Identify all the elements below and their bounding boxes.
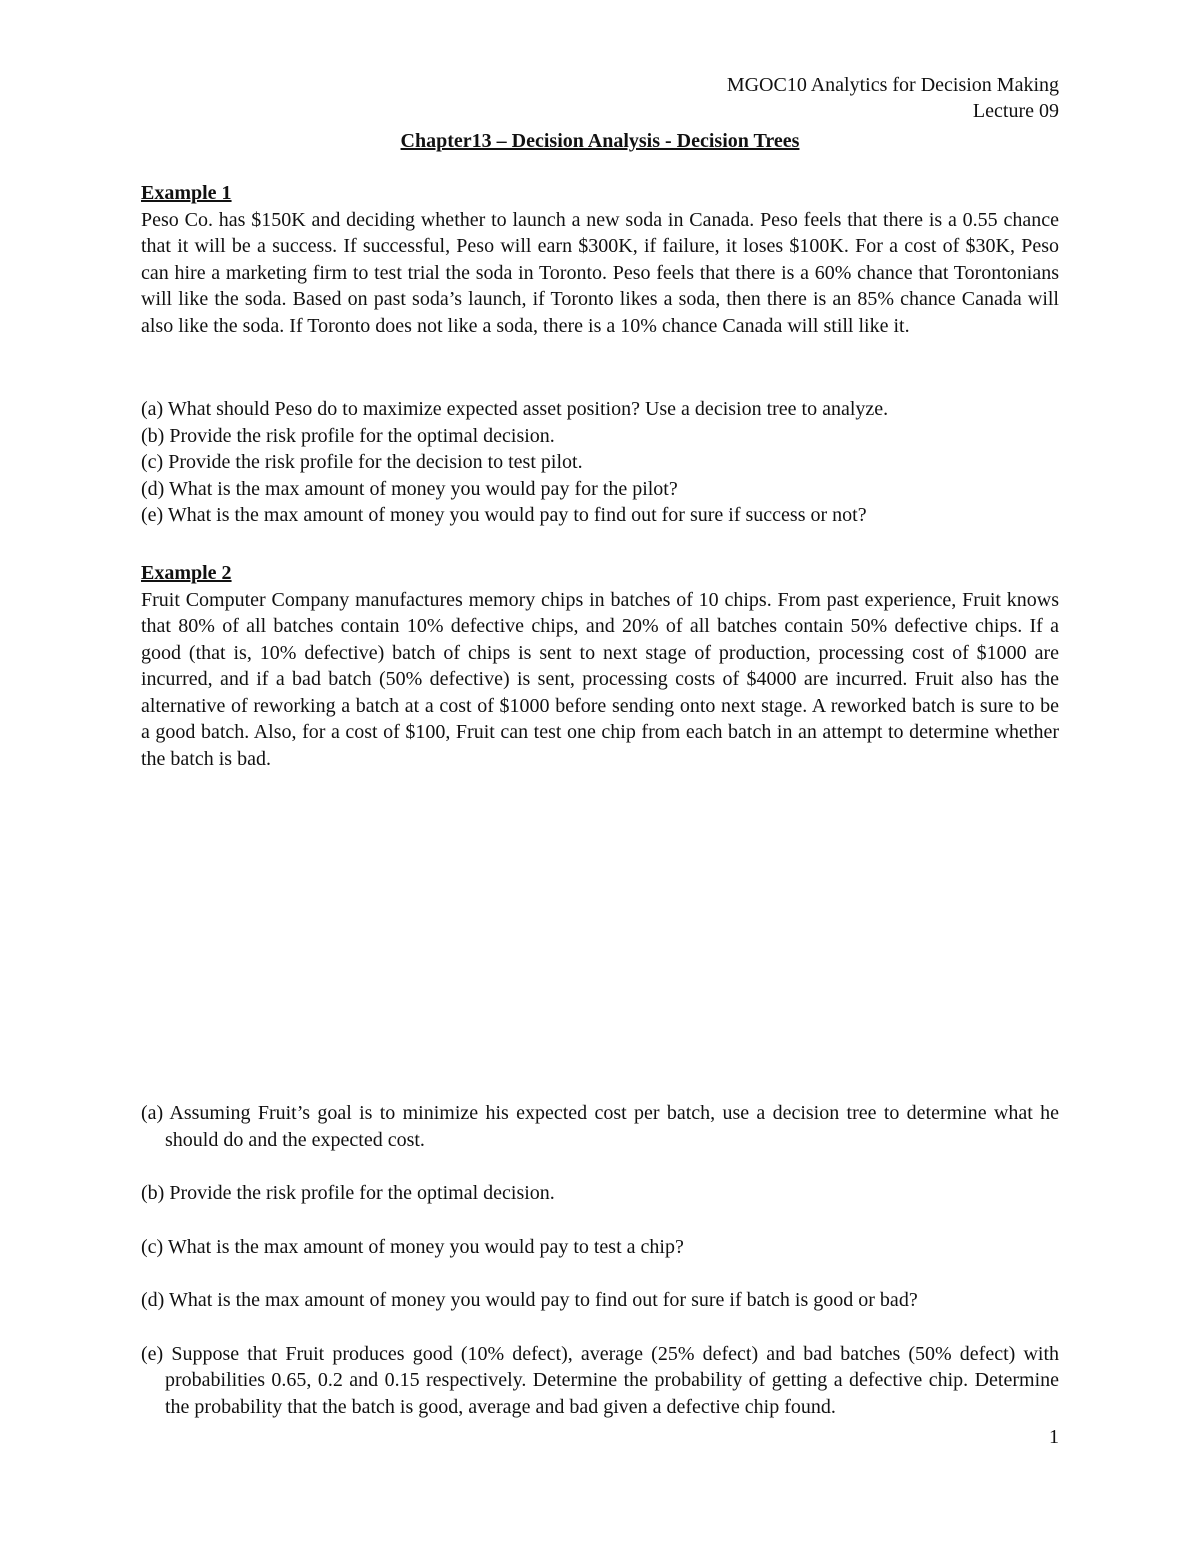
question-item: (d) What is the max amount of money you would pay to find out for sure if batch is good or bad? — [141, 1289, 918, 1311]
chapter-title: Chapter13 – Decision Analysis - Decision Trees — [400, 130, 800, 152]
question-item: (b) Provide the risk profile for the optimal decision. — [141, 424, 555, 447]
example-1-question-list — [141, 396, 1059, 529]
question-item: (d) What is the max amount of money you would pay for the pilot? — [141, 477, 678, 500]
question-item: (b) Provide the risk profile for the optimal decision. — [141, 1182, 555, 1204]
example-2-body: Fruit Computer Company manufactures memory chips in batches of 10 chips. From past experience, Fruit knows that 80% of all batches contain 10% defective chips, and 20% of all batches contain 50% defective chips. If a good (that is, 10% defective) batch of chips is sent to next stage of production, processing cost of $1000 are incurred, and if a bad batch (50% defective) is sent, processing costs of $4000 are incurred. Fruit also has the alternative of reworking a batch at a cost of $1000 before sending onto next stage. A reworked batch is sure to be a good batch. Also, for a cost of $100, Fruit can test one chip from each batch in an attempt to determine whether the batch is bad. — [141, 588, 1059, 770]
example-2-section — [141, 560, 1059, 772]
question-item: (a) What should Peso do to maximize expected asset position? Use a decision tree to analyze. — [141, 398, 889, 420]
example-1-section — [141, 180, 1059, 339]
course-title: MGOC10 Analytics for Decision Making — [726, 74, 1059, 96]
question-item: (e) Suppose that Fruit produces good (10% defect), average (25% defect) and bad batches (50% defect) with probabilities 0.65, 0.2 and 0.15 respectively. Determine the probability of getting a defective chip. Determine the probability that the batch is good, average and bad given a defective chip found. — [141, 1342, 1059, 1418]
example-1-heading: Example 1 — [141, 182, 232, 204]
question-item: (a) Assuming Fruit’s goal is to minimize his expected cost per batch, use a decision tree to determine what he should do and the expected cost. — [141, 1102, 1059, 1151]
page-header — [727, 72, 1059, 124]
question-item: (c) What is the max amount of money you would pay to test a chip? — [141, 1235, 684, 1258]
question-item: (e) What is the max amount of money you would pay to find out for sure if success or not? — [141, 504, 867, 526]
example-2-heading: Example 2 — [141, 562, 232, 584]
page-number: 1 — [1049, 1426, 1059, 1448]
question-item: (c) Provide the risk profile for the decision to test pilot. — [141, 451, 583, 473]
example-1-body: Peso Co. has $150K and deciding whether to launch a new soda in Canada. Peso feels that there is a 0.55 chance that it will be a success. If successful, Peso will earn $300K, if failure, it loses $100K. For a cost of $30K, Peso can hire a marketing firm to test trial the soda in Toronto. Peso feels that there is a 60% chance that Torontonians will like the soda. Based on past soda’s launch, if Toronto likes a soda, then there is an 85% chance Canada will also like the soda. If Toronto does not like a soda, there is a 10% chance Canada will still like it. — [141, 208, 1059, 337]
lecture-label: Lecture 09 — [972, 100, 1059, 122]
example-1-questions — [141, 396, 1059, 529]
example-2-question-list — [141, 1100, 1059, 1420]
example-2-questions — [141, 1100, 1059, 1447]
